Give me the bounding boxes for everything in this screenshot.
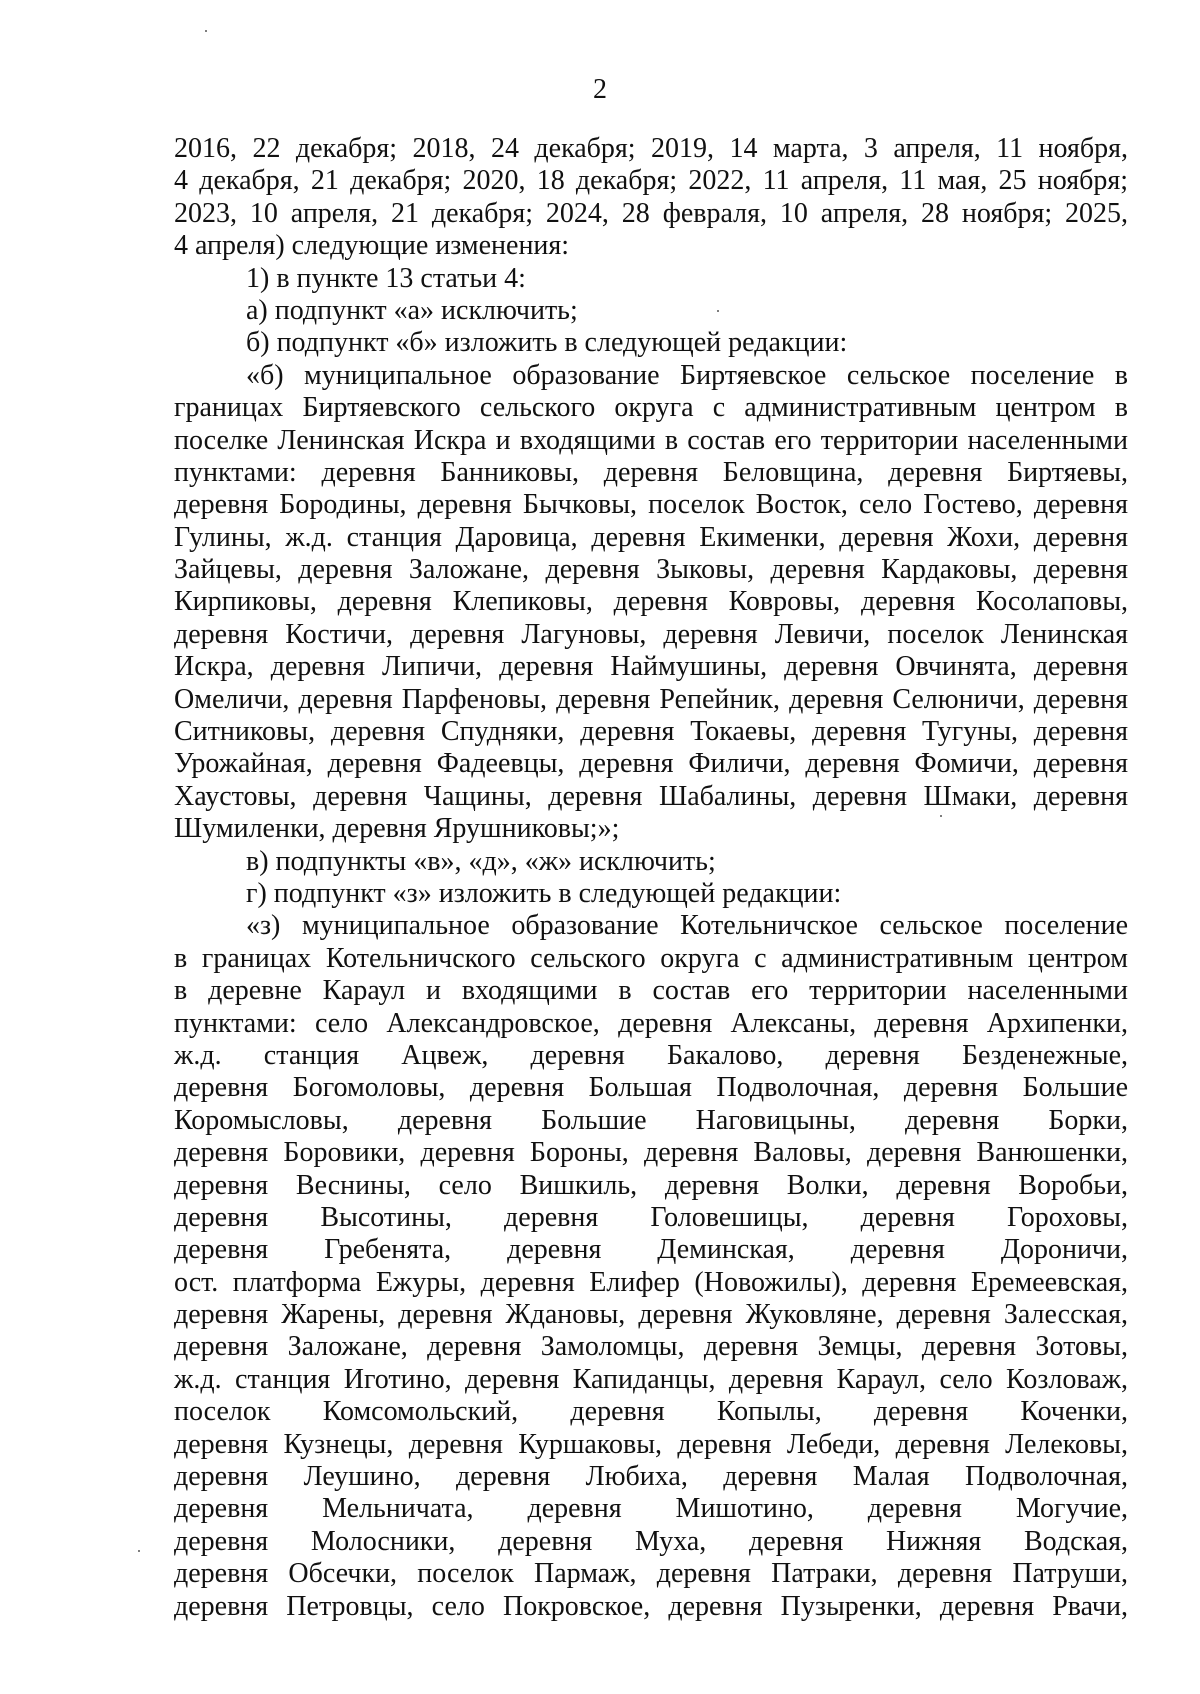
text-line: 2016, 22 декабря; 2018, 24 декабря; 2019, 14 марта, 3 апреля, 11 ноября, bbox=[174, 133, 1128, 164]
text-line: пунктами: деревня Банниковы, деревня Беловщина, деревня Биртяевы, bbox=[174, 456, 1128, 488]
text-line: «б) муниципальное образование Биртяевское сельское поселение в bbox=[246, 359, 1128, 391]
text-line: деревня Заложане, деревня Замоломцы, деревня Земцы, деревня Зотовы, bbox=[174, 1331, 1128, 1363]
text-line: Омеличи, деревня Парфеновы, деревня Репейник, деревня Селюничи, деревня bbox=[174, 683, 1128, 715]
text-line: ж.д. станция Ацвеж, деревня Бакалово, деревня Безденежные, bbox=[174, 1039, 1128, 1071]
text-line: деревня Обсечки, поселок Пармаж, деревня Патраки, деревня Патруши, bbox=[174, 1558, 1128, 1590]
text-line: Кирпиковы, деревня Клепиковы, деревня Ковровы, деревня Косолаповы, bbox=[174, 586, 1128, 618]
text-line: 4 декабря, 21 декабря; 2020, 18 декабря; 2022, 11 апреля, 11 мая, 25 ноября; bbox=[174, 165, 1128, 197]
page-number: 2 bbox=[593, 74, 607, 105]
text-line: деревня Гребенята, деревня Деминская, деревня Дороничи, bbox=[174, 1234, 1128, 1266]
text-line: Ситниковы, деревня Спудняки, деревня Токаевы, деревня Тугуны, деревня bbox=[174, 716, 1128, 748]
text-line: деревня Молосники, деревня Муха, деревня Нижняя Водская, bbox=[174, 1525, 1128, 1557]
text-line: пунктами: село Александровское, деревня Алексаны, деревня Архипенки, bbox=[174, 1007, 1128, 1039]
text-line: 4 апреля) следующие изменения: bbox=[174, 230, 570, 262]
document-body bbox=[174, 133, 1128, 1623]
text-line: деревня Леушино, деревня Любиха, деревня Малая Подволочная, bbox=[174, 1461, 1128, 1493]
scan-speck bbox=[138, 1550, 140, 1552]
text-line: 2023, 10 апреля, 21 декабря; 2024, 28 февраля, 10 апреля, 28 ноября; 2025, bbox=[174, 197, 1128, 229]
text-line: Зайцевы, деревня Заложане, деревня Зыковы, деревня Кардаковы, деревня bbox=[174, 554, 1128, 586]
text-line: Урожайная, деревня Фадеевцы, деревня Филичи, деревня Фомичи, деревня bbox=[174, 748, 1128, 780]
text-line: Искра, деревня Липичи, деревня Наймушины, деревня Овчинята, деревня bbox=[174, 651, 1128, 683]
text-line: Гулины, ж.д. станция Даровица, деревня Екименки, деревня Жохи, деревня bbox=[174, 521, 1128, 553]
text-line: Хаустовы, деревня Чащины, деревня Шабалины, деревня Шмаки, деревня bbox=[174, 780, 1128, 812]
text-line: деревня Мельничата, деревня Мишотино, деревня Могучие, bbox=[174, 1493, 1128, 1525]
text-line: ост. платформа Ежуры, деревня Елифер (Новожилы), деревня Еремеевская, bbox=[174, 1266, 1128, 1298]
text-line: деревня Бородины, деревня Бычковы, поселок Восток, село Гостево, деревня bbox=[174, 489, 1128, 521]
text-line: а) подпункт «а» исключить; bbox=[246, 294, 578, 326]
text-line: границах Биртяевского сельского округа с административным центром в bbox=[174, 392, 1128, 424]
text-line: Шумиленки, деревня Ярушниковы;»; bbox=[174, 813, 620, 845]
text-line: деревня Веснины, село Вишкиль, деревня Волки, деревня Воробьи, bbox=[174, 1169, 1128, 1201]
text-line: Коромысловы, деревня Большие Наговицыны, деревня Борки, bbox=[174, 1104, 1128, 1136]
text-line: в границах Котельничского сельского округа с административным центром bbox=[174, 942, 1128, 974]
text-line: поселок Комсомольский, деревня Копылы, деревня Коченки, bbox=[174, 1396, 1128, 1428]
text-line: поселке Ленинская Искра и входящими в состав его территории населенными bbox=[174, 424, 1128, 456]
text-line: деревня Петровцы, село Покровское, деревня Пузыренки, деревня Рвачи, bbox=[174, 1590, 1128, 1622]
text-line: деревня Костичи, деревня Лагуновы, деревня Левичи, поселок Ленинская bbox=[174, 618, 1128, 650]
text-line: деревня Высотины, деревня Головешицы, деревня Гороховы, bbox=[174, 1201, 1128, 1233]
text-line: в) подпункты «в», «д», «ж» исключить; bbox=[246, 845, 716, 877]
scan-speck bbox=[940, 815, 942, 817]
text-line: в деревне Караул и входящими в состав его территории населенными bbox=[174, 975, 1128, 1007]
text-line: деревня Боровики, деревня Бороны, деревня Валовы, деревня Ванюшенки, bbox=[174, 1137, 1128, 1169]
text-line: 1) в пункте 13 статьи 4: bbox=[246, 262, 526, 294]
scan-speck bbox=[205, 30, 207, 32]
text-line: ж.д. станция Иготино, деревня Капиданцы, деревня Караул, село Козловаж, bbox=[174, 1363, 1128, 1395]
text-line: деревня Кузнецы, деревня Куршаковы, деревня Лебеди, деревня Лелековы, bbox=[174, 1428, 1128, 1460]
text-line: б) подпункт «б» изложить в следующей редакции: bbox=[246, 327, 848, 359]
text-line: деревня Жарены, деревня Ждановы, деревня Жуковляне, деревня Залесская, bbox=[174, 1299, 1128, 1331]
text-line: «з) муниципальное образование Котельничское сельское поселение bbox=[246, 910, 1128, 942]
text-line: деревня Богомоловы, деревня Большая Подволочная, деревня Большие bbox=[174, 1072, 1128, 1104]
scan-speck bbox=[717, 310, 719, 312]
text-line: г) подпункт «з» изложить в следующей редакции: bbox=[246, 877, 842, 909]
